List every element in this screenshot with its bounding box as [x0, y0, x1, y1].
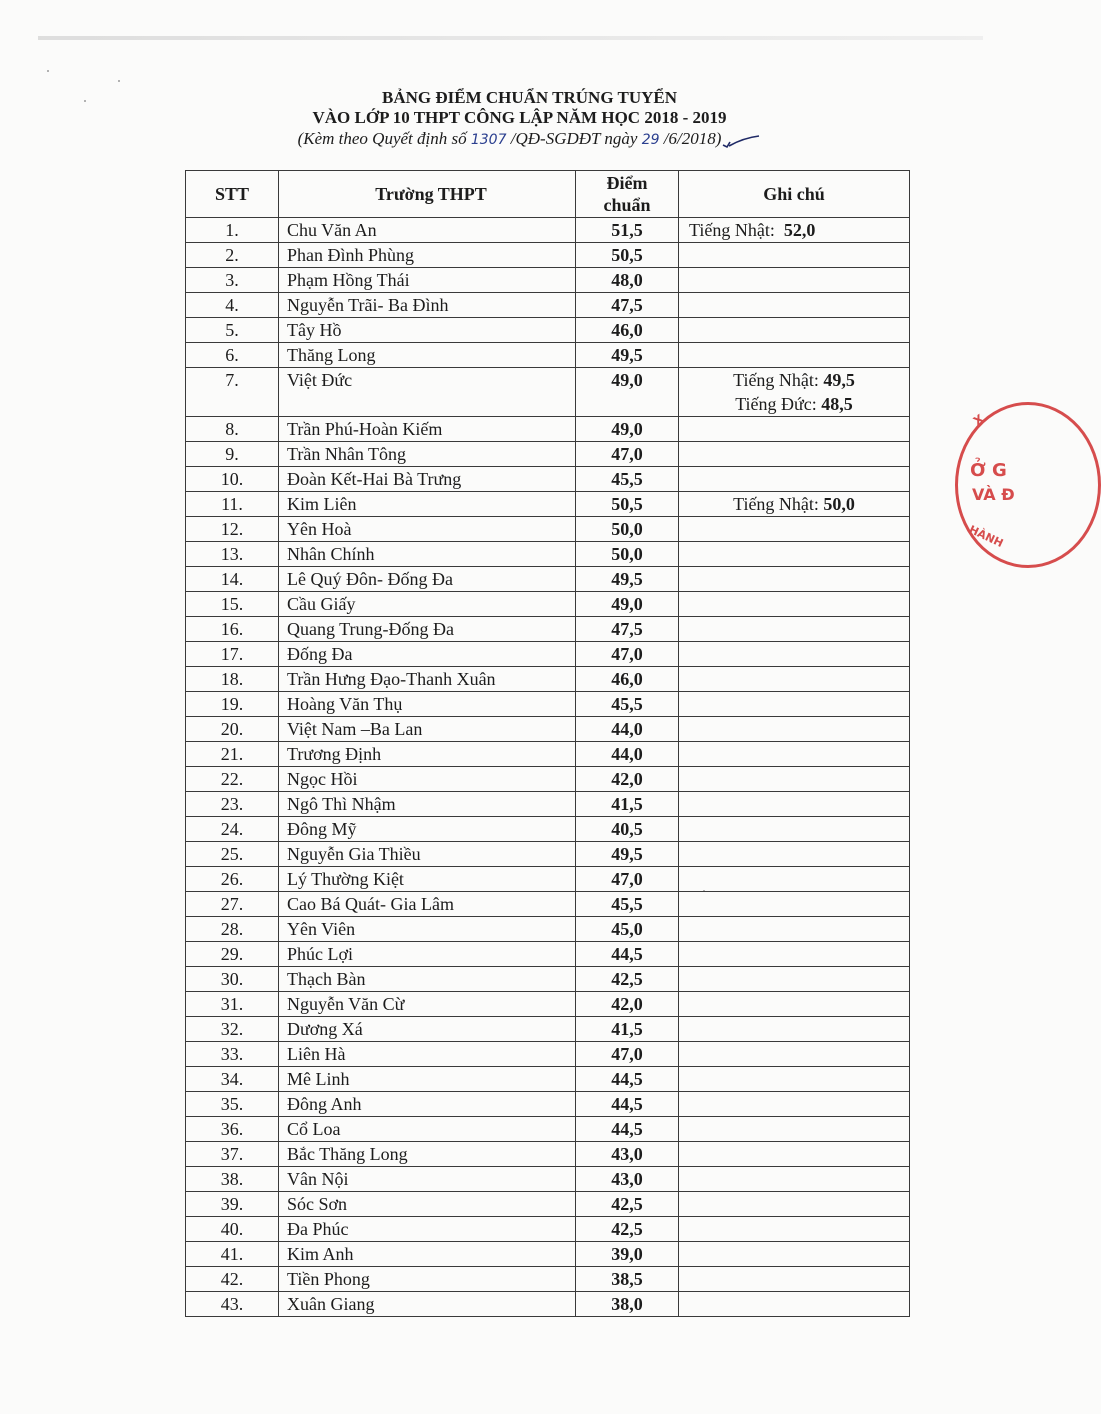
row-school-name: Trần Phú-Hoàn Kiếm: [279, 417, 576, 442]
official-seal: [955, 402, 1101, 568]
table-row: [186, 1242, 910, 1267]
row-note: [679, 268, 910, 293]
row-school-name: Quang Trung-Đống Đa: [279, 617, 576, 642]
row-score: 44,5: [576, 1092, 679, 1117]
seal-text: HÀNH: [966, 522, 1006, 551]
row-school-name: Dương Xá: [279, 1017, 576, 1042]
row-score: 47,0: [576, 867, 679, 892]
row-note: [679, 1142, 910, 1167]
row-stt: 17.: [186, 642, 279, 667]
row-note: [679, 967, 910, 992]
row-stt: 11.: [186, 492, 279, 517]
table-row: [186, 368, 910, 417]
seal-text: Ở G: [970, 460, 1007, 481]
table-row: [186, 617, 910, 642]
row-note: [679, 892, 910, 917]
row-school-name: Trần Nhân Tông: [279, 442, 576, 467]
table-row: [186, 517, 910, 542]
col-header-school: Trường THPT: [279, 171, 576, 218]
table-row: [186, 992, 910, 1017]
row-score: 47,5: [576, 617, 679, 642]
table-row: [186, 717, 910, 742]
row-note: [679, 992, 910, 1017]
table-row: [186, 642, 910, 667]
table-row: [186, 742, 910, 767]
row-school-name: Ngô Thì Nhậm: [279, 792, 576, 817]
row-school-name: Phúc Lợi: [279, 942, 576, 967]
row-stt: 24.: [186, 817, 279, 842]
table-row: [186, 842, 910, 867]
row-stt: 19.: [186, 692, 279, 717]
table-row: [186, 692, 910, 717]
row-score: 50,0: [576, 542, 679, 567]
row-score: 42,5: [576, 1217, 679, 1242]
row-score: 38,5: [576, 1267, 679, 1292]
row-stt: 3.: [186, 268, 279, 293]
row-score: 47,0: [576, 442, 679, 467]
row-stt: 31.: [186, 992, 279, 1017]
table-row: [186, 667, 910, 692]
row-note: [679, 1192, 910, 1217]
row-note: [679, 917, 910, 942]
table-row: [186, 417, 910, 442]
decision-day-handwritten: 29: [641, 132, 660, 148]
row-note: [679, 867, 910, 892]
row-school-name: Đông Anh: [279, 1092, 576, 1117]
note-value: 52,0: [783, 220, 816, 240]
pen-mark-icon: [721, 133, 761, 147]
row-school-name: Nguyễn Gia Thiều: [279, 842, 576, 867]
row-school-name: Phan Đình Phùng: [279, 243, 576, 268]
row-note: [679, 1042, 910, 1067]
note-value: 49,5: [823, 370, 855, 390]
row-school-name: Lý Thường Kiệt: [279, 867, 576, 892]
table-row: [186, 1292, 910, 1317]
row-school-name: Trần Hưng Đạo-Thanh Xuân: [279, 667, 576, 692]
table-row: [186, 442, 910, 467]
row-stt: 29.: [186, 942, 279, 967]
row-stt: 9.: [186, 442, 279, 467]
row-note: [679, 1167, 910, 1192]
row-score: 42,0: [576, 767, 679, 792]
row-note: [679, 592, 910, 617]
table-row: [186, 1017, 910, 1042]
row-note: [679, 642, 910, 667]
row-school-name: Nhân Chính: [279, 542, 576, 567]
row-note: [679, 567, 910, 592]
row-score: 46,0: [576, 318, 679, 343]
row-score: 50,5: [576, 492, 679, 517]
row-stt: 1.: [186, 218, 279, 243]
row-note: [679, 742, 910, 767]
row-stt: 34.: [186, 1067, 279, 1092]
row-school-name: Đoàn Kết-Hai Bà Trưng: [279, 467, 576, 492]
row-score: 49,0: [576, 592, 679, 617]
col-header-score-1: Điểm: [606, 173, 648, 193]
row-stt: 20.: [186, 717, 279, 742]
table-row: [186, 817, 910, 842]
row-school-name: Mê Linh: [279, 1067, 576, 1092]
row-note: [679, 243, 910, 268]
row-stt: 4.: [186, 293, 279, 318]
row-school-name: Liên Hà: [279, 1042, 576, 1067]
note-label: Tiếng Nhật:: [733, 494, 819, 514]
row-note: [679, 1092, 910, 1117]
row-note: [679, 1017, 910, 1042]
row-note: [679, 717, 910, 742]
row-stt: 15.: [186, 592, 279, 617]
row-note: [679, 1267, 910, 1292]
row-stt: 13.: [186, 542, 279, 567]
table-row: [186, 592, 910, 617]
table-row: [186, 967, 910, 992]
row-note: [679, 343, 910, 368]
row-note: [679, 218, 910, 243]
row-school-name: Cổ Loa: [279, 1117, 576, 1142]
row-stt: 38.: [186, 1167, 279, 1192]
note-line: [679, 368, 909, 392]
decision-number-handwritten: 1307: [470, 132, 507, 148]
row-note: [679, 467, 910, 492]
note-value: 48,5: [821, 394, 853, 414]
row-score: 46,0: [576, 667, 679, 692]
row-note: [679, 293, 910, 318]
row-note: [679, 517, 910, 542]
row-stt: 27.: [186, 892, 279, 917]
row-school-name: Vân Nội: [279, 1167, 576, 1192]
row-score: 50,0: [576, 517, 679, 542]
row-score: 44,0: [576, 742, 679, 767]
table-header-row: [186, 171, 910, 218]
row-score: 49,5: [576, 567, 679, 592]
row-school-name: Nguyễn Trãi- Ba Đình: [279, 293, 576, 318]
decision-text-b: /QĐ-SGDĐT ngày: [506, 129, 642, 148]
row-stt: 25.: [186, 842, 279, 867]
decision-text-c: /6/2018): [659, 129, 722, 148]
row-stt: 42.: [186, 1267, 279, 1292]
row-stt: 36.: [186, 1117, 279, 1142]
row-note: [679, 692, 910, 717]
row-stt: 2.: [186, 243, 279, 268]
row-score: 49,0: [576, 368, 679, 417]
row-score: 40,5: [576, 817, 679, 842]
row-score: 41,5: [576, 1017, 679, 1042]
row-score: 45,5: [576, 467, 679, 492]
row-school-name: Chu Văn An: [279, 218, 576, 243]
row-stt: 10.: [186, 467, 279, 492]
row-score: 45,5: [576, 892, 679, 917]
row-school-name: Cầu Giấy: [279, 592, 576, 617]
note-value: 50,0: [823, 494, 855, 514]
row-note: [679, 318, 910, 343]
table-row: [186, 467, 910, 492]
row-stt: 21.: [186, 742, 279, 767]
table-row: [186, 1167, 910, 1192]
row-stt: 30.: [186, 967, 279, 992]
note-line: [679, 492, 909, 516]
row-score: 44,5: [576, 1067, 679, 1092]
scan-speck: [47, 70, 49, 72]
row-stt: 16.: [186, 617, 279, 642]
row-note: [679, 942, 910, 967]
note-label: Tiếng Nhật:: [689, 220, 775, 240]
col-header-score-2: chuẩn: [603, 195, 651, 215]
row-stt: 33.: [186, 1042, 279, 1067]
decision-text-a: (Kèm theo Quyết định số: [297, 129, 471, 148]
col-header-score: [576, 171, 679, 218]
row-school-name: Yên Viên: [279, 917, 576, 942]
row-stt: 28.: [186, 917, 279, 942]
row-note: [679, 368, 910, 417]
row-stt: 37.: [186, 1142, 279, 1167]
row-school-name: Đa Phúc: [279, 1217, 576, 1242]
table-row: [186, 243, 910, 268]
table-row: [186, 318, 910, 343]
table-row: [186, 867, 910, 892]
row-stt: 18.: [186, 667, 279, 692]
col-header-note: Ghi chú: [679, 171, 910, 218]
row-school-name: Thăng Long: [279, 343, 576, 368]
table-row: [186, 542, 910, 567]
row-score: 45,5: [576, 692, 679, 717]
row-note: [679, 792, 910, 817]
row-stt: 6.: [186, 343, 279, 368]
row-score: 47,5: [576, 293, 679, 318]
row-stt: 7.: [186, 368, 279, 417]
row-note: [679, 767, 910, 792]
row-school-name: Trương Định: [279, 742, 576, 767]
table-body: [186, 218, 910, 1317]
row-score: 51,5: [576, 218, 679, 243]
row-stt: 40.: [186, 1217, 279, 1242]
row-note: [679, 542, 910, 567]
seal-text: X: [970, 411, 987, 429]
row-score: 49,5: [576, 343, 679, 368]
table-row: [186, 1042, 910, 1067]
row-note: [679, 667, 910, 692]
table-row: [186, 1267, 910, 1292]
table-row: [186, 892, 910, 917]
table-row: [186, 942, 910, 967]
doc-subtitle: VÀO LỚP 10 THPT CÔNG LẬP NĂM HỌC 2018 - 2019: [312, 108, 727, 127]
row-score: 49,5: [576, 842, 679, 867]
row-stt: 39.: [186, 1192, 279, 1217]
row-score: 48,0: [576, 268, 679, 293]
col-header-stt: STT: [186, 171, 279, 218]
table-row: [186, 1192, 910, 1217]
table-row: [186, 293, 910, 318]
table-row: [186, 917, 910, 942]
table-row: [186, 268, 910, 293]
note-label: Tiếng Nhật:: [733, 370, 819, 390]
row-school-name: Nguyễn Văn Cừ: [279, 992, 576, 1017]
row-school-name: Lê Quý Đôn- Đống Đa: [279, 567, 576, 592]
row-stt: 41.: [186, 1242, 279, 1267]
row-score: 42,0: [576, 992, 679, 1017]
row-score: 42,5: [576, 1192, 679, 1217]
row-stt: 14.: [186, 567, 279, 592]
row-school-name: Ngọc Hồi: [279, 767, 576, 792]
row-note: [679, 1242, 910, 1267]
table-row: [186, 1067, 910, 1092]
scan-top-edge: [38, 36, 983, 40]
table-row: [186, 1217, 910, 1242]
row-school-name: Kim Liên: [279, 492, 576, 517]
row-note: [679, 442, 910, 467]
row-score: 42,5: [576, 967, 679, 992]
row-note: [679, 417, 910, 442]
table-row: [186, 767, 910, 792]
row-school-name: Thạch Bàn: [279, 967, 576, 992]
table-row: [186, 1117, 910, 1142]
row-score: 44,5: [576, 942, 679, 967]
row-school-name: Đống Đa: [279, 642, 576, 667]
row-school-name: Kim Anh: [279, 1242, 576, 1267]
row-score: 45,0: [576, 917, 679, 942]
row-stt: 22.: [186, 767, 279, 792]
row-stt: 43.: [186, 1292, 279, 1317]
seal-text: VÀ Đ: [972, 485, 1015, 504]
row-note: [679, 1067, 910, 1092]
row-stt: 23.: [186, 792, 279, 817]
row-stt: 8.: [186, 417, 279, 442]
document-header: [0, 88, 999, 151]
row-school-name: Đông Mỹ: [279, 817, 576, 842]
decision-reference: [60, 128, 999, 151]
row-school-name: Cao Bá Quát- Gia Lâm: [279, 892, 576, 917]
row-score: 44,5: [576, 1117, 679, 1142]
row-school-name: Việt Đức: [279, 368, 576, 417]
row-note: [679, 492, 910, 517]
row-score: 50,5: [576, 243, 679, 268]
table-row: [186, 567, 910, 592]
row-note: [679, 842, 910, 867]
row-score: 39,0: [576, 1242, 679, 1267]
row-school-name: Sóc Sơn: [279, 1192, 576, 1217]
table-row: [186, 218, 910, 243]
row-note: [679, 617, 910, 642]
note-line: [689, 218, 909, 242]
row-score: 38,0: [576, 1292, 679, 1317]
table-row: [186, 1142, 910, 1167]
row-stt: 32.: [186, 1017, 279, 1042]
row-score: 44,0: [576, 717, 679, 742]
row-stt: 12.: [186, 517, 279, 542]
row-score: 41,5: [576, 792, 679, 817]
row-note: [679, 1292, 910, 1317]
row-school-name: Việt Nam –Ba Lan: [279, 717, 576, 742]
row-score: 49,0: [576, 417, 679, 442]
table-row: [186, 1092, 910, 1117]
note-label: Tiếng Đức:: [735, 394, 817, 414]
row-stt: 35.: [186, 1092, 279, 1117]
row-stt: 26.: [186, 867, 279, 892]
table-row: [186, 792, 910, 817]
row-school-name: Xuân Giang: [279, 1292, 576, 1317]
row-note: [679, 1117, 910, 1142]
row-school-name: Tây Hồ: [279, 318, 576, 343]
row-school-name: Hoàng Văn Thụ: [279, 692, 576, 717]
row-note: [679, 817, 910, 842]
row-stt: 5.: [186, 318, 279, 343]
row-school-name: Tiền Phong: [279, 1267, 576, 1292]
table-row: [186, 343, 910, 368]
row-score: 43,0: [576, 1142, 679, 1167]
row-school-name: Phạm Hồng Thái: [279, 268, 576, 293]
note-line: [679, 392, 909, 416]
row-note: [679, 1217, 910, 1242]
row-school-name: Yên Hoà: [279, 517, 576, 542]
row-score: 43,0: [576, 1167, 679, 1192]
row-score: 47,0: [576, 642, 679, 667]
row-school-name: Bắc Thăng Long: [279, 1142, 576, 1167]
table-row: [186, 492, 910, 517]
row-score: 47,0: [576, 1042, 679, 1067]
doc-title: BẢNG ĐIỂM CHUẨN TRÚNG TUYỂN: [381, 88, 677, 107]
scan-speck: [118, 80, 120, 82]
score-table: [185, 170, 910, 1317]
